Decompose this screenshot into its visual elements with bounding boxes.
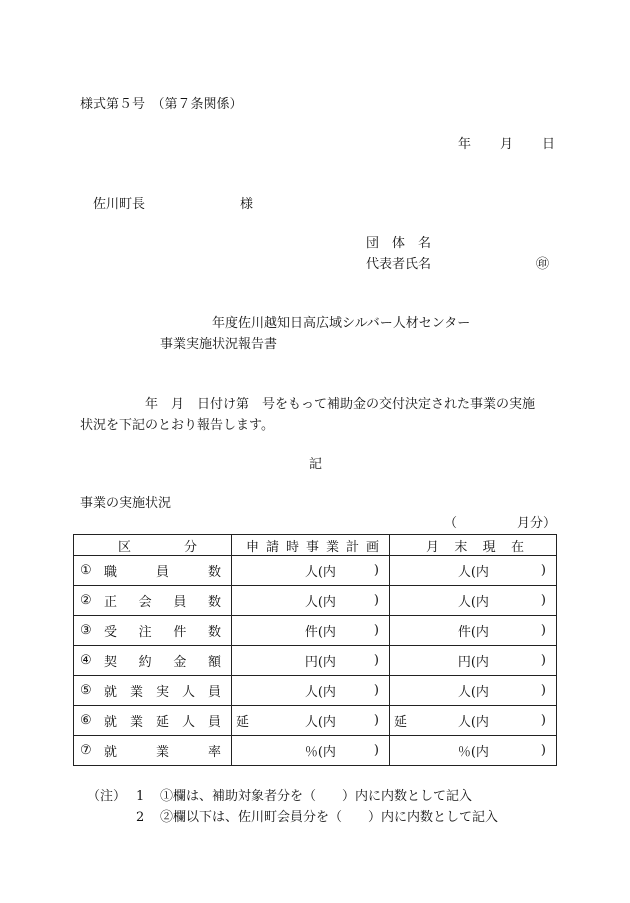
header-plan: 申請時事業計画 [232, 535, 390, 556]
plan-cell [232, 646, 390, 676]
row-number: ① [80, 563, 92, 578]
plan-close-paren: ) [373, 623, 379, 638]
plan-close-paren: ) [373, 593, 379, 608]
plan-cell [232, 616, 390, 646]
row-number: ⑦ [80, 743, 92, 758]
document-title-line2: 事業実施状況報告書 [160, 337, 278, 352]
table-row [74, 586, 557, 616]
report-table [73, 534, 557, 766]
month-open-paren: （ [444, 516, 458, 531]
representative-name-label: 代表者氏名 [366, 257, 432, 272]
note-1-text: ①欄は、補助対象者分を（ ）内に内数として記入 [160, 789, 473, 804]
current-cell [390, 556, 557, 586]
category-cell [74, 556, 232, 586]
plan-close-paren: ) [373, 743, 379, 758]
document-title-line1: 年度佐川越知日高広域シルバー人材センター [212, 316, 471, 331]
table-header-row [74, 535, 557, 556]
current-unit: ％(内 [457, 745, 489, 760]
category-cell [74, 736, 232, 766]
plan-close-paren: ) [373, 653, 379, 668]
plan-cell [232, 586, 390, 616]
table-row [74, 556, 557, 586]
row-number: ② [80, 593, 92, 608]
category-name: 正会員数 [104, 595, 221, 610]
organization-name-label: 団 体 名 [366, 236, 432, 251]
current-close-paren: ) [540, 593, 546, 608]
plan-close-paren: ) [373, 683, 379, 698]
body-text-line2: 状況を下記のとおり報告します。 [80, 418, 274, 433]
addressee: 佐川町長 [93, 197, 146, 212]
current-cell [390, 676, 557, 706]
category-name: 職員数 [104, 565, 221, 580]
current-prefix: 延 [394, 715, 408, 730]
category-name: 契約金額 [104, 655, 221, 670]
form-number: 様式第５号 （第７条関係） [80, 97, 243, 112]
current-close-paren: ) [540, 743, 546, 758]
plan-unit: 円(内 [304, 655, 336, 670]
current-cell [390, 616, 557, 646]
current-unit: 人(内 [457, 595, 489, 610]
ki-heading: 記 [309, 457, 323, 472]
plan-unit: 人(内 [304, 565, 336, 580]
category-name: 受注件数 [104, 625, 221, 640]
current-unit: 人(内 [457, 685, 489, 700]
note-2-number: 2 [136, 810, 145, 825]
row-number: ⑥ [80, 713, 92, 728]
section-title: 事業の実施状況 [80, 496, 172, 511]
plan-unit: 人(内 [304, 595, 336, 610]
category-cell [74, 676, 232, 706]
category-name: 就業率 [104, 745, 221, 760]
plan-close-paren: ) [373, 713, 379, 728]
table-row [74, 736, 557, 766]
category-cell [74, 706, 232, 736]
note-1-number: 1 [136, 789, 145, 804]
current-cell [390, 706, 557, 736]
header-current: 月末現在 [390, 535, 557, 556]
current-unit: 人(内 [457, 565, 489, 580]
current-unit: 人(内 [457, 715, 489, 730]
honorific: 様 [240, 197, 254, 212]
table-row [74, 646, 557, 676]
category-cell [74, 616, 232, 646]
row-number: ⑤ [80, 683, 92, 698]
current-close-paren: ) [540, 683, 546, 698]
category-cell [74, 586, 232, 616]
notes-label: （注） [87, 789, 127, 804]
plan-close-paren: ) [373, 563, 379, 578]
current-close-paren: ) [540, 563, 546, 578]
current-cell [390, 586, 557, 616]
plan-cell [232, 676, 390, 706]
plan-cell [232, 736, 390, 766]
table-row [74, 706, 557, 736]
plan-unit: 件(内 [304, 625, 336, 640]
current-close-paren: ) [540, 713, 546, 728]
body-text-line1: 年 月 日付け第 号をもって補助金の交付決定された事業の実施 [145, 397, 536, 412]
current-close-paren: ) [540, 623, 546, 638]
row-number: ④ [80, 653, 92, 668]
current-unit: 件(内 [457, 625, 489, 640]
current-unit: 円(内 [457, 655, 489, 670]
plan-unit: ％(内 [304, 745, 336, 760]
category-name: 就業実人員 [104, 685, 221, 700]
category-cell [74, 646, 232, 676]
plan-cell [232, 706, 390, 736]
row-number: ③ [80, 623, 92, 638]
table-row [74, 616, 557, 646]
seal-mark: ㊞ [536, 257, 550, 272]
date-line: 年 月 日 [458, 137, 557, 152]
current-cell [390, 646, 557, 676]
month-label: 月分） [517, 516, 557, 531]
current-close-paren: ) [540, 653, 546, 668]
plan-unit: 人(内 [304, 685, 336, 700]
plan-unit: 人(内 [304, 715, 336, 730]
current-cell [390, 736, 557, 766]
category-name: 就業延人員 [104, 715, 221, 730]
table-row [74, 676, 557, 706]
header-category: 区 分 [74, 535, 232, 556]
note-2-text: ②欄以下は、佐川町会員分を（ ）内に内数として記入 [160, 810, 499, 825]
plan-cell [232, 556, 390, 586]
plan-prefix: 延 [236, 715, 250, 730]
